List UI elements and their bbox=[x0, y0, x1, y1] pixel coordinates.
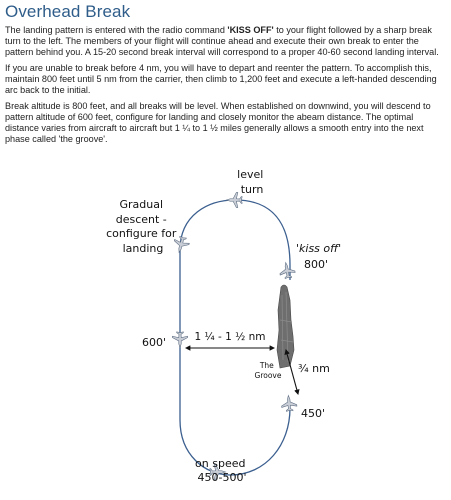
aircraft-icon-abeam bbox=[172, 332, 187, 348]
aircraft-icon-groove bbox=[281, 395, 298, 412]
label-altitude-600: 600' bbox=[142, 336, 167, 349]
label-level-turn: level turn bbox=[237, 168, 264, 196]
label-kiss-off: 'kiss off' bbox=[296, 242, 342, 255]
page-title: Overhead Break bbox=[5, 2, 131, 21]
label-abeam-distance: 1 ¼ - 1 ½ nm bbox=[194, 331, 266, 343]
paragraph-text: The landing pattern is entered with the radio command bbox=[5, 25, 228, 35]
paragraph-break-altitude: Break altitude is 800 feet, and all breaks will be level. When established on downwind, you will descend to pattern altitude of 600 feet, configure for landing and closely monitor the abeam distance. The optimal distance varies from aircraft to aircraft but 1 ¼ to 1 ½ miles generally allows a smooth entry into the next phase called 'the groove'. bbox=[5, 101, 431, 144]
paragraph-depart-reenter: If you are unable to break before 4 nm, you will have to depart and reenter the pattern. To accomplish this, maintain 800 feet until 5 nm from the carrier, then climb to 1,200 feet and execute a left-handed descending arc back to the initial. bbox=[5, 63, 437, 95]
label-altitude-450: 450' bbox=[301, 407, 326, 420]
label-the-groove: The Groove bbox=[254, 361, 282, 380]
aircraft-icon-kiss-off bbox=[278, 261, 296, 279]
paragraph-text: to your flight followed by a sharp break turn to the left. The members of your flight will continue ahead and execute their own break to enter the pattern behind you. A 15-20 second break interval will correspond to a proper 40-60 second landing interval. bbox=[5, 25, 439, 57]
aircraft-carrier bbox=[277, 285, 294, 368]
kiss-off-command: 'KISS OFF' bbox=[227, 25, 274, 35]
label-groove-distance: ¾ nm bbox=[298, 362, 330, 375]
label-on-speed: on speed 450-500' bbox=[195, 457, 247, 484]
label-altitude-800: 800' bbox=[304, 258, 329, 271]
label-gradual-descent: Gradual descent - configure for landing bbox=[106, 198, 177, 255]
